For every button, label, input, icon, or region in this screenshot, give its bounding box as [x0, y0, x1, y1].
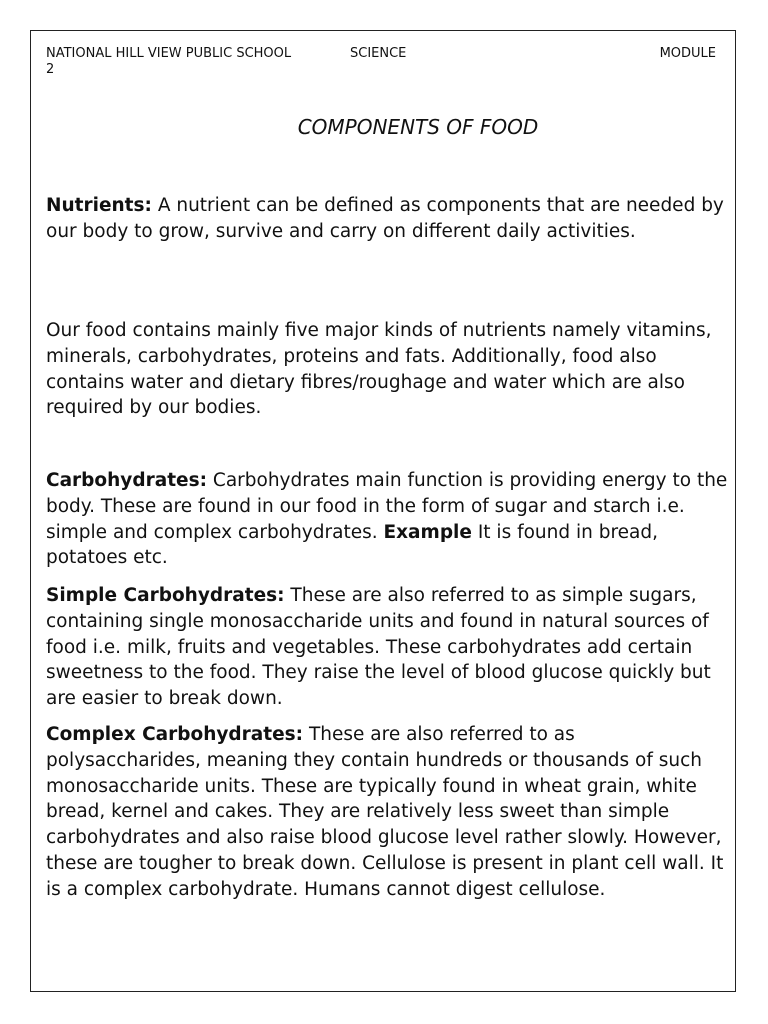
paragraph-nutrients — [46, 193, 730, 245]
text-complex-carbohydrates: These are also referred to as polysaccharides, meaning they contain hundreds or thousands of such monosaccharide units. These are typically found in wheat grain, white bread, kernel and cakes. They are relatively less sweet than simple carbohydrates and also raise blood glucose level rather slowly. However, these are tougher to break down. Cellulose is present in plant cell wall. It is a complex carbohydrate. Humans cannot digest cellulose. — [46, 724, 724, 900]
subject-name: SCIENCE — [350, 46, 407, 61]
module-label: MODULE — [659, 46, 716, 61]
text-food-nutrients: Our food contains mainly five major kinds of nutrients namely vitamins, minerals, carbohydrates, proteins and fats. Additionally, food also contains water and dietary fibres/roughage and water which are also required by our bodies. — [46, 320, 712, 419]
paragraph-simple-carbohydrates — [46, 583, 730, 712]
heading-complex-carbohydrates: Complex Carbohydrates: — [46, 724, 304, 745]
example-text: It is found in bread, potatoes etc. — [46, 521, 659, 569]
heading-simple-carbohydrates: Simple Carbohydrates: — [46, 585, 285, 606]
paragraph-carbohydrates — [46, 468, 730, 571]
text-simple-carbohydrates: These are also referred to as simple sugars, containing single monosaccharide units and found in natural sources of food i.e. milk, fruits and vegetables. These carbohydrates add certain sweetness to the food. They raise the level of blood glucose quickly but are easier to break down. — [46, 585, 711, 710]
module-number: 2 — [46, 62, 55, 77]
text-carbohydrates: Carbohydrates main function is providing energy to the body. These are found in our food in the form of sugar and starch i.e. simple and complex carbohydrates. — [46, 470, 728, 543]
heading-nutrients: Nutrients: — [46, 195, 152, 216]
school-name: NATIONAL HILL VIEW PUBLIC SCHOOL — [46, 46, 292, 61]
paragraph-food-nutrients — [46, 318, 730, 421]
page-title: COMPONENTS OF FOOD — [297, 115, 539, 139]
example-label: Example — [383, 521, 472, 543]
heading-carbohydrates: Carbohydrates: — [46, 470, 208, 491]
text-nutrients: A nutrient can be defined as components that are needed by our body to grow, survive and carry on different daily activities. — [46, 195, 724, 242]
document-header — [46, 46, 716, 82]
paragraph-complex-carbohydrates — [46, 722, 730, 903]
